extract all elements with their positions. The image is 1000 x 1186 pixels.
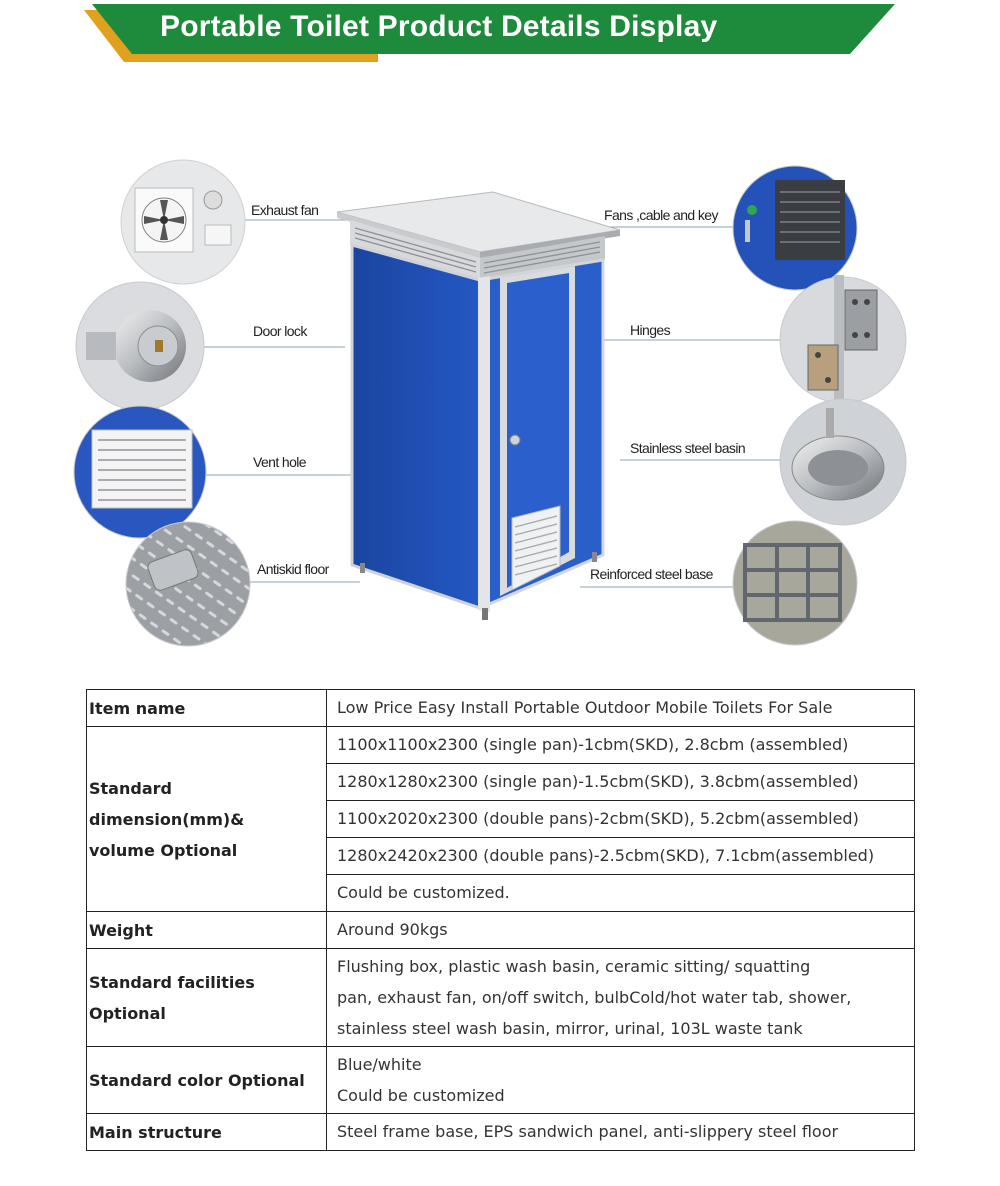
label-facilities: Standard facilities Optional	[87, 949, 327, 1047]
value-facilities-line-2: pan, exhaust fan, on/off switch, bulbCold/hot water tab, shower,	[337, 988, 852, 1007]
table-row	[87, 949, 915, 1047]
steel-base-photo	[733, 521, 857, 645]
value-dimension-4: 1280x2420x2300 (double pans)-2.5cbm(SKD), 7.1cbm(assembled)	[327, 838, 915, 875]
fans-cable-key-photo	[733, 166, 857, 290]
toilet-cabin	[337, 192, 620, 620]
callout-door-lock: Door lock	[253, 323, 307, 339]
product-drawing	[0, 150, 1000, 650]
exhaust-fan-photo	[121, 160, 245, 284]
table-row	[87, 1047, 915, 1114]
title-banner	[0, 0, 1000, 70]
value-color-line-1: Blue/white	[337, 1055, 422, 1074]
page-title: Portable Toilet Product Details Display	[160, 10, 718, 43]
callout-stainless-basin: Stainless steel basin	[630, 440, 746, 456]
value-dimension-5: Could be customized.	[327, 875, 915, 912]
label-dimension-line-1: Standard dimension(mm)&	[89, 778, 245, 829]
callout-steel-base: Reinforced steel base	[590, 566, 713, 582]
label-color: Standard color Optional	[87, 1047, 327, 1114]
vent-hole-photo	[74, 406, 206, 538]
product-illustration	[0, 150, 1000, 650]
value-structure: Steel frame base, EPS sandwich panel, anti-slippery steel floor	[327, 1114, 915, 1151]
antiskid-floor-photo	[126, 522, 250, 646]
label-structure: Main structure	[87, 1114, 327, 1151]
spec-table	[86, 689, 915, 1151]
value-facilities-line-3: stainless steel wash basin, mirror, urinal, 103L waste tank	[337, 1019, 803, 1038]
label-item-name: Item name	[87, 690, 327, 727]
table-row	[87, 912, 915, 949]
table-row	[87, 1114, 915, 1151]
value-facilities	[327, 949, 915, 1047]
value-facilities-line-1: Flushing box, plastic wash basin, ceramic sitting/ squatting	[337, 957, 811, 976]
label-dimension-line-2: volume Optional	[89, 840, 238, 860]
table-row	[87, 727, 915, 764]
door-lock-photo	[76, 282, 204, 410]
hinges-photo	[780, 275, 906, 405]
callout-vent-hole: Vent hole	[253, 454, 306, 470]
table-row	[87, 690, 915, 727]
value-color	[327, 1047, 915, 1114]
value-dimension-2: 1280x1280x2300 (single pan)-1.5cbm(SKD), 3.8cbm(assembled)	[327, 764, 915, 801]
label-dimension	[87, 727, 327, 912]
callout-hinges: Hinges	[630, 322, 670, 338]
callout-antiskid-floor: Antiskid floor	[257, 561, 329, 577]
value-item-name: Low Price Easy Install Portable Outdoor Mobile Toilets For Sale	[327, 690, 915, 727]
value-weight: Around 90kgs	[327, 912, 915, 949]
value-color-line-2: Could be customized	[337, 1086, 505, 1105]
callout-fans-cable-key: Fans ,cable and key	[604, 207, 718, 223]
label-weight: Weight	[87, 912, 327, 949]
value-dimension-1: 1100x1100x2300 (single pan)-1cbm(SKD), 2.8cbm (assembled)	[327, 727, 915, 764]
callout-exhaust-fan: Exhaust fan	[251, 202, 319, 218]
value-dimension-3: 1100x2020x2300 (double pans)-2cbm(SKD), 5.2cbm(assembled)	[327, 801, 915, 838]
stainless-basin-photo	[780, 399, 906, 525]
